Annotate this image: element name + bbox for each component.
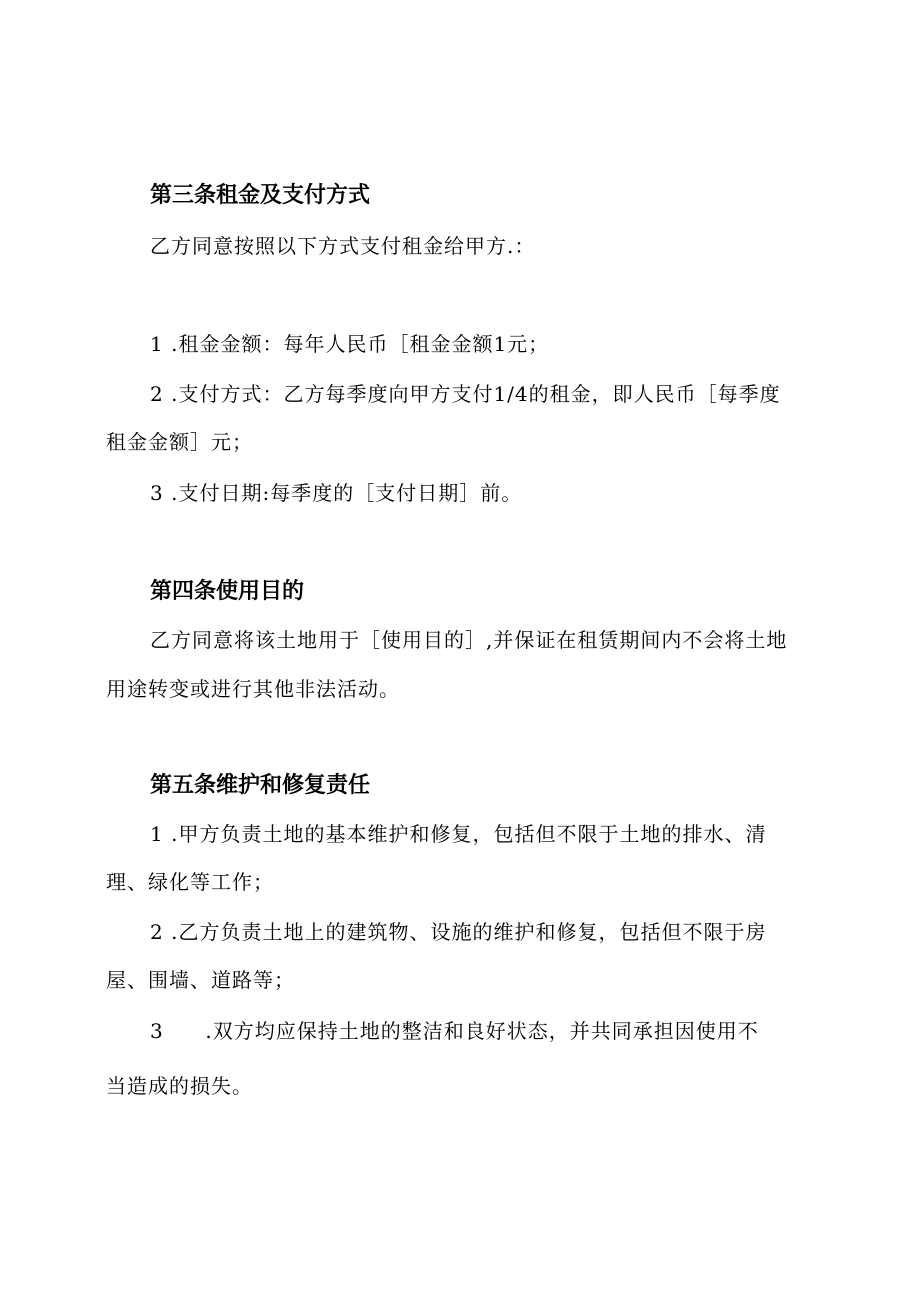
section-5-item-1-cont: 理、绿化等工作； xyxy=(106,870,274,894)
section-4-para-cont: 用途转变或进行其他非法活动。 xyxy=(106,677,400,701)
section-5-item-1 xyxy=(150,820,766,848)
item-text: .支付日期:每季度的［支付日期］前。 xyxy=(171,481,523,505)
item-number: 3 xyxy=(150,481,164,505)
section-heading-5: 第五条维护和修复责任 xyxy=(150,773,371,798)
section-3-intro: 乙方同意按照以下方式支付租金给甲方.： xyxy=(150,234,536,258)
item-number: 2 xyxy=(150,920,164,944)
section-5-item-3 xyxy=(150,1017,759,1045)
section-heading-3: 第三条租金及支付方式 xyxy=(150,183,371,208)
item-number: 1 xyxy=(150,332,164,356)
item-text: .租金金额：每年人民币［租金金额1元； xyxy=(171,332,550,356)
section-3-item-2-cont: 租金金额］元； xyxy=(106,430,253,454)
section-heading-4: 第四条使用目的 xyxy=(150,579,305,604)
item-text: .双方均应保持土地的整洁和良好状态，并共同承担因使用不 xyxy=(205,1019,759,1043)
section-5-item-2 xyxy=(150,918,766,946)
item-number: 2 xyxy=(150,382,164,406)
section-5-item-2-cont: 屋、围墙、道路等； xyxy=(106,968,295,992)
item-number: 1 xyxy=(150,822,164,846)
item-text: .乙方负责土地上的建筑物、设施的维护和修复，包括但不限于房 xyxy=(171,920,767,944)
item-number: 3 xyxy=(150,1019,164,1043)
section-5-item-3-cont: 当造成的损失。 xyxy=(106,1074,253,1098)
section-3-item-3 xyxy=(150,479,522,507)
section-3-item-1 xyxy=(150,330,549,358)
item-text: .甲方负责土地的基本维护和修复，包括但不限于土地的排水、清 xyxy=(171,822,767,846)
section-3-item-2 xyxy=(150,380,781,408)
item-text: .支付方式：乙方每季度向甲方支付1/4的租金，即人民币［每季度 xyxy=(171,382,781,406)
section-4-para: 乙方同意将该土地用于［使用目的］,并保证在租赁期间内不会将土地 xyxy=(150,628,788,652)
